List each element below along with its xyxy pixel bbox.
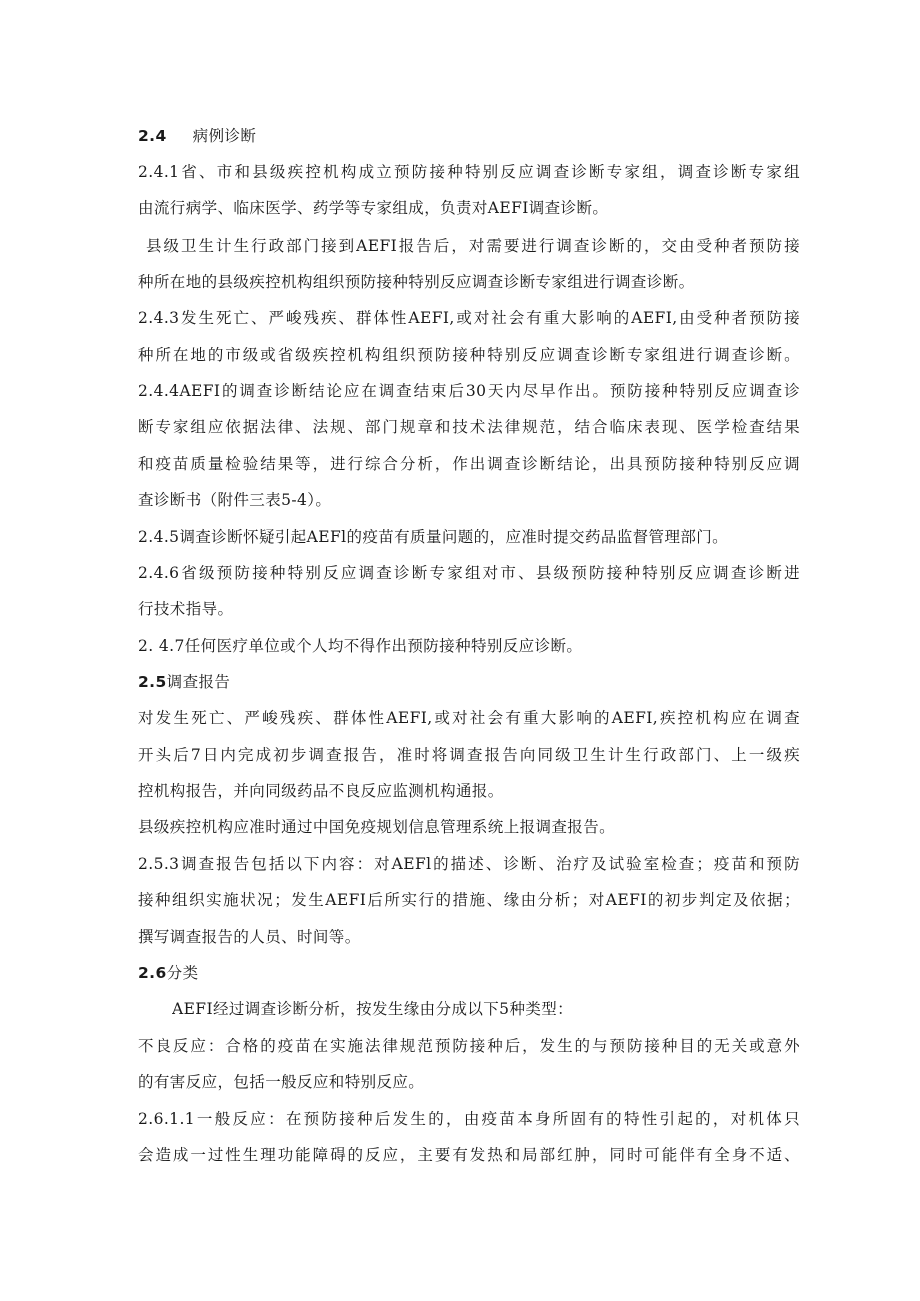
- section-number: 2.5: [138, 673, 167, 691]
- paragraph-line: 不良反应：合格的疫苗在实施法律规范预防接种后，发生的与预防接种目的无关或意外: [138, 1037, 800, 1055]
- paragraph-line: 种所在地的市级或省级疾控机构组织预防接种特别反应调查诊断专家组进行调查诊断。: [138, 346, 800, 364]
- paragraph-line: 接种组织实施状况；发生AEFI后所实行的措施、缘由分析；对AEFI的初步判定及依据；: [138, 891, 800, 909]
- paragraph-line: 2.4.6省级预防接种特别反应调查诊断专家组对市、县级预防接种特别反应调查诊断进: [138, 564, 800, 582]
- paragraph-line: 和疫苗质量检验结果等，进行综合分析，作出调查诊断结论，出具预防接种特别反应调: [138, 455, 800, 473]
- paragraph-line: 查诊断书（附件三表5-4）。: [138, 491, 332, 509]
- paragraph-line: 2.4.3发生死亡、严峻残疾、群体性AEFI,或对社会有重大影响的AEFI,由受种者预防接: [138, 309, 800, 327]
- paragraph-line: 县级疾控机构应准时通过中国免疫规划信息管理系统上报调查报告。: [138, 818, 616, 836]
- paragraph-line: 2.4.4AEFI的调查诊断结论应在调查结束后30天内尽早作出。预防接种特别反应调查诊: [138, 382, 800, 400]
- section-heading-2-5: [138, 671, 800, 693]
- paragraph-line: 对发生死亡、严峻残疾、群体性AEFI,或对社会有重大影响的AEFI,疾控机构应在调查: [138, 709, 800, 727]
- paragraph-line: 2.4.1省、市和县级疾控机构成立预防接种特别反应调查诊断专家组，调查诊断专家组: [138, 163, 800, 181]
- paragraph-line: 断专家组应依据法律、法规、部门规章和技术法律规范，结合临床表现、医学检查结果: [138, 418, 800, 436]
- paragraph-line: 的有害反应，包括一般反应和特别反应。: [138, 1073, 425, 1091]
- paragraph-line: 县级卫生计生行政部门接到AEFI报告后，对需要进行调查诊断的，交由受种者预防接: [146, 237, 800, 255]
- paragraph-line: 开头后7日内完成初步调查报告，准时将调查报告向同级卫生计生行政部门、上一级疾: [138, 746, 800, 764]
- paragraph-line: 行技术指导。: [138, 600, 234, 618]
- paragraph-line: AEFI经过调查诊断分析，按发生缘由分成以下5种类型：: [172, 1000, 574, 1018]
- paragraph-line: 种所在地的县级疾控机构组织预防接种特别反应调查诊断专家组进行调查诊断。: [138, 273, 695, 291]
- section-heading-2-4: [138, 125, 800, 147]
- paragraph-line: 撰写调查报告的人员、时间等。: [138, 928, 361, 946]
- paragraph-line: 2.5.3调查报告包括以下内容：对AEFl的描述、诊断、治疗及试验室检查；疫苗和预防: [138, 855, 800, 873]
- paragraph-line: 2.4.5调查诊断怀疑引起AEFl的疫苗有质量问题的，应准时提交药品监督管理部门。: [138, 528, 729, 546]
- section-number: 2.4: [138, 127, 167, 145]
- section-title: 病例诊断: [192, 127, 257, 145]
- paragraph-line: 2. 4.7任何医疗单位或个人均不得作出预防接种特别反应诊断。: [138, 637, 583, 655]
- paragraph-line: 控机构报告，并向同级药品不良反应监测机构通报。: [138, 782, 504, 800]
- section-title: 调查报告: [166, 673, 231, 691]
- paragraph-line: 2.6.1.1一般反应：在预防接种后发生的，由疫苗本身所固有的特性引起的，对机体只: [138, 1110, 800, 1128]
- paragraph-line: 会造成一过性生理功能障碍的反应，主要有发热和局部红肿，同时可能伴有全身不适、: [138, 1146, 800, 1164]
- section-title: 分类: [166, 964, 199, 982]
- paragraph-line: 由流行病学、临床医学、药学等专家组成，负责对AEFI调查诊断。: [138, 199, 609, 217]
- section-number: 2.6: [138, 964, 167, 982]
- section-heading-2-6: [138, 962, 800, 984]
